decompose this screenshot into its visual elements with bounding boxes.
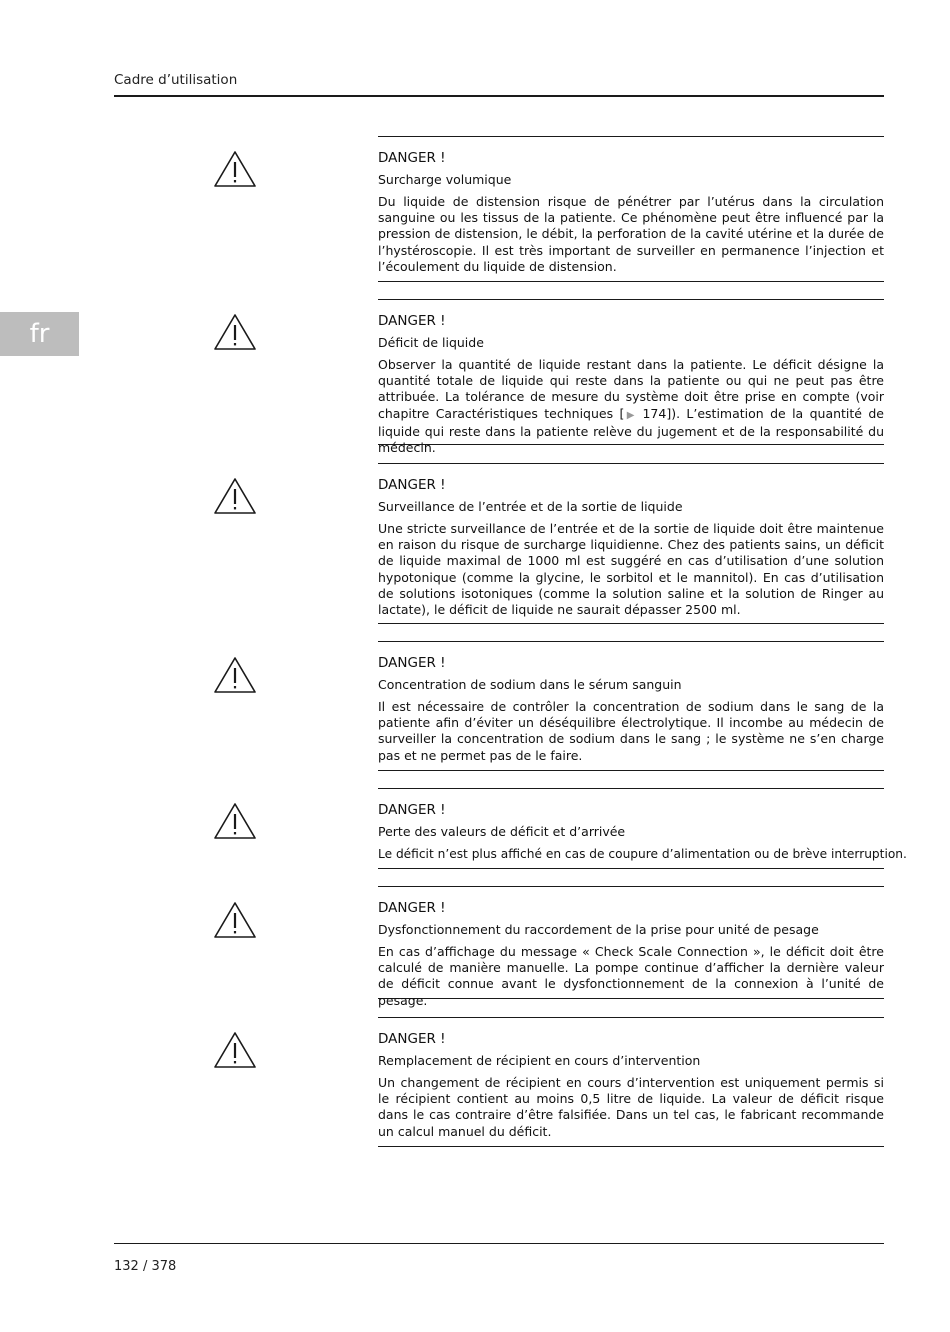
danger-title: DANGER ! — [378, 900, 446, 916]
header-title: Cadre d’utilisation — [114, 72, 238, 88]
warning-triangle-icon — [213, 802, 257, 840]
danger-subtitle: Concentration de sodium dans le sérum sanguin — [378, 677, 682, 692]
warning-triangle-icon — [213, 313, 257, 351]
danger-subtitle: Déficit de liquide — [378, 335, 484, 350]
warning-triangle-icon — [213, 901, 257, 939]
danger-subtitle: Perte des valeurs de déficit et d’arrivée — [378, 824, 626, 839]
danger-title: DANGER ! — [378, 1031, 446, 1047]
warning-triangle-icon — [213, 1031, 257, 1069]
language-tab: fr — [0, 312, 79, 356]
page-number: 132 / 378 — [114, 1259, 177, 1274]
warning-triangle-icon — [213, 150, 257, 188]
danger-body — [378, 357, 884, 456]
warning-block — [378, 886, 884, 1008]
warning-triangle-icon — [213, 656, 257, 694]
footer-rule — [114, 1243, 884, 1244]
danger-title: DANGER ! — [378, 313, 446, 329]
danger-title: DANGER ! — [378, 802, 446, 818]
danger-body: Une stricte surveillance de l’entrée et de la sortie de liquide doit être maintenue en raison du risque de surcharge liquidienne. Chez des patients sains, un déficit de liquide maximal de 1000 ml est suggéré en cas d’utilisation d’une solution hypotonique (comme la glycine, le sorbitol et le mannitol). En cas d’utilisation de solutions isotoniques (comme la solution saline et la solution de Ringer au lactate), le déficit de liquide ne saurait dépasser 2500 ml. — [378, 521, 884, 618]
danger-title: DANGER ! — [378, 655, 446, 671]
warning-block — [378, 788, 907, 869]
warning-triangle-icon — [213, 477, 257, 515]
danger-body-text: Observer la quantité de liquide restant dans la patiente. Le déficit désigne la quantité totale de liquide qui reste dans la patiente ou qui ne peut pas être attribuée. La tolérance de mesure du système doit être prise en compte (voir chapitre Caractéristiques techniques [ — [378, 357, 884, 421]
danger-subtitle: Dysfonctionnement du raccordement de la prise pour unité de pesage — [378, 922, 819, 937]
danger-body: Il est nécessaire de contrôler la concentration de sodium dans le sang de la patiente afin d’éviter un déséquilibre électrolytique. Il incombe au médecin de surveiller la concentration de sodium dans le sang ; le système ne s’en charge pas et ne permet pas de le faire. — [378, 699, 884, 763]
danger-title: DANGER ! — [378, 477, 446, 493]
header-rule — [114, 95, 884, 97]
danger-title: DANGER ! — [378, 150, 446, 166]
danger-body: Un changement de récipient en cours d’intervention est uniquement permis si le récipient contient au moins 0,5 litre de liquide. La valeur de déficit risque dans le cas contraire d’être falsifiée. Dans un tel cas, le fabricant recommande un calcul manuel du déficit. — [378, 1075, 884, 1139]
danger-subtitle: Surveillance de l’entrée et de la sortie de liquide — [378, 499, 683, 514]
danger-body-text: ]). L’estimation de la quantité de liquide qui reste dans la patiente relève du jugement et de la responsabilité du médecin. — [378, 405, 884, 456]
warning-block — [378, 1017, 884, 1147]
danger-subtitle: Surcharge volumique — [378, 172, 512, 187]
warning-block — [378, 136, 884, 282]
cross-reference-arrow-icon: ▶ — [624, 409, 643, 421]
danger-subtitle: Remplacement de récipient en cours d’intervention — [378, 1053, 701, 1068]
danger-body: En cas d’affichage du message « Check Scale Connection », le déficit doit être calculé de manière manuelle. La pompe continue d’afficher la dernière valeur de déficit connue avant le dysfonctionnement de la connexion à l’unité de pesage. — [378, 944, 884, 1008]
cross-reference-page[interactable]: 174 — [642, 405, 667, 421]
danger-body: Du liquide de distension risque de pénétrer par l’utérus dans la circulation sanguine ou les tissus de la patiente. Ce phénomène peut être influencé par la pression de distension, le débit, la perforation de la cavité utérine et la durée de l’hystéroscopie. Il est très important de surveiller en permanence l’injection et l’écoulement du liquide de distension. — [378, 194, 884, 274]
warning-block — [378, 463, 884, 624]
warning-block — [378, 299, 884, 456]
warning-block — [378, 641, 884, 771]
danger-body: Le déficit n’est plus affiché en cas de coupure d’alimentation ou de brève interruption. — [378, 847, 907, 861]
